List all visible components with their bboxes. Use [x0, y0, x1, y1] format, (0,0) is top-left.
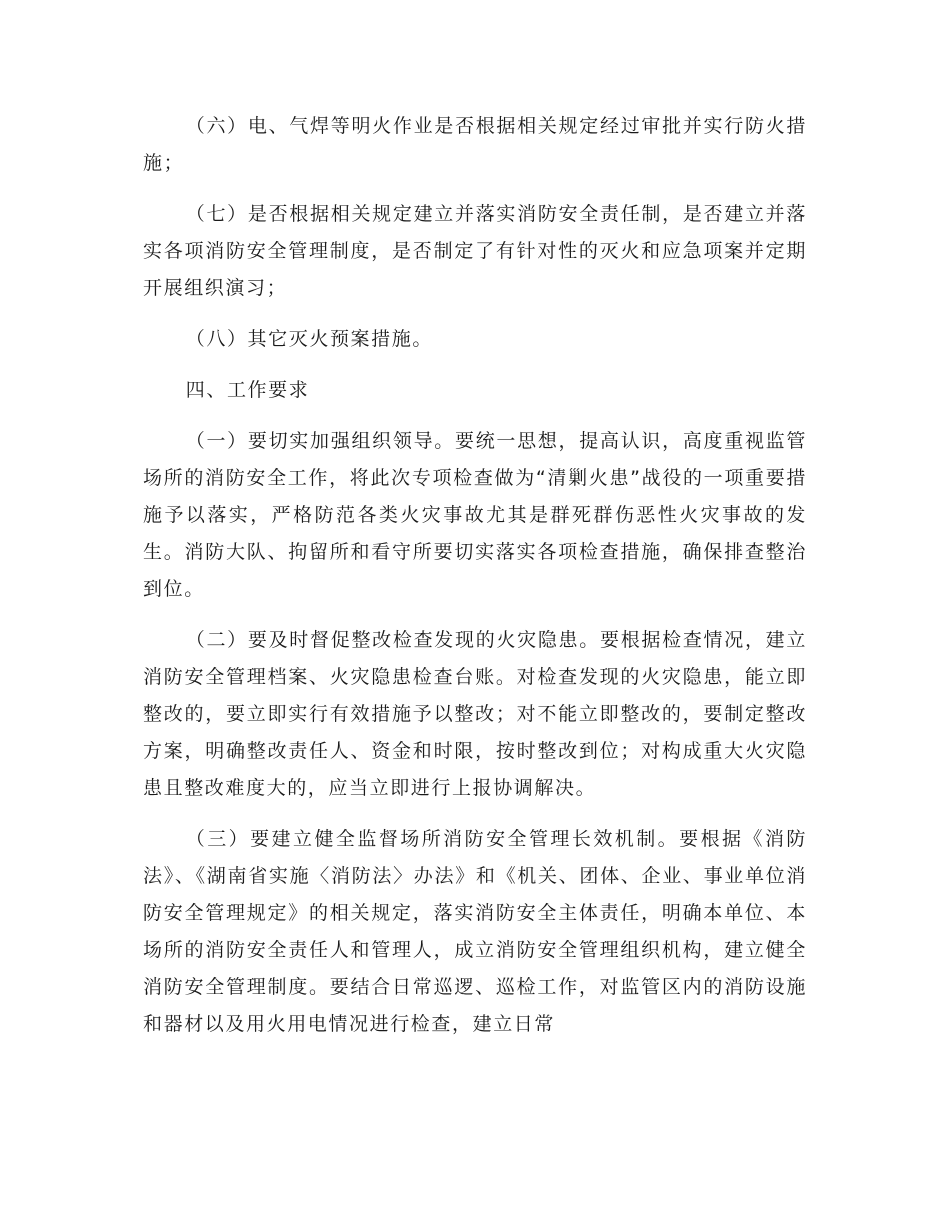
paragraph-requirement-1: （一）要切实加强组织领导。要统一思想，提高认识，高度重视监管场所的消防安全工作，将此次专项检查做为“清剿火患”战役的一项重要措施予以落实，严格防范各类火灾事故尤其是群死群伤恶性火灾事故的发生。消防大队、拘留所和看守所要切实落实各项检查措施，确保排查整治到位。: [143, 430, 807, 600]
document-body: [143, 108, 807, 1057]
paragraph-requirement-2: （二）要及时督促整改检查发现的火灾隐患。要根据检查情况，建立消防安全管理档案、火灾隐患检查台账。对检查发现的火灾隐患，能立即整改的，要立即实行有效措施予以整改；对不能立即整改的，要制定整改方案，明确整改责任人、资金和时限，按时整改到位；对构成重大火灾隐患且整改难度大的，应当立即进行上报协调解决。: [143, 629, 807, 799]
paragraph-requirement-3: （三）要建立健全监督场所消防安全管理长效机制。要根据《消防法》、《湖南省实施〈消防法〉办法》和《机关、团体、企业、事业单位消防安全管理规定》的相关规定，落实消防安全主体责任，明确本单位、本场所的消防安全责任人和管理人，成立消防安全管理组织机构，建立健全消防安全管理制度。要结合日常巡逻、巡检工作，对监管区内的消防设施和器材以及用火用电情况进行检查，建立日常: [143, 828, 807, 1035]
paragraph-item-7: （七）是否根据相关规定建立并落实消防安全责任制，是否建立并落实各项消防安全管理制度，是否制定了有针对性的灭火和应急项案并定期开展组织演习；: [143, 203, 807, 299]
paragraph-item-6: （六）电、气焊等明火作业是否根据相关规定经过审批并实行防火措施；: [143, 115, 807, 174]
section-heading-work-requirements: 四、工作要求: [185, 379, 310, 401]
paragraph-item-8: （八）其它灭火预案措施。: [185, 328, 433, 350]
